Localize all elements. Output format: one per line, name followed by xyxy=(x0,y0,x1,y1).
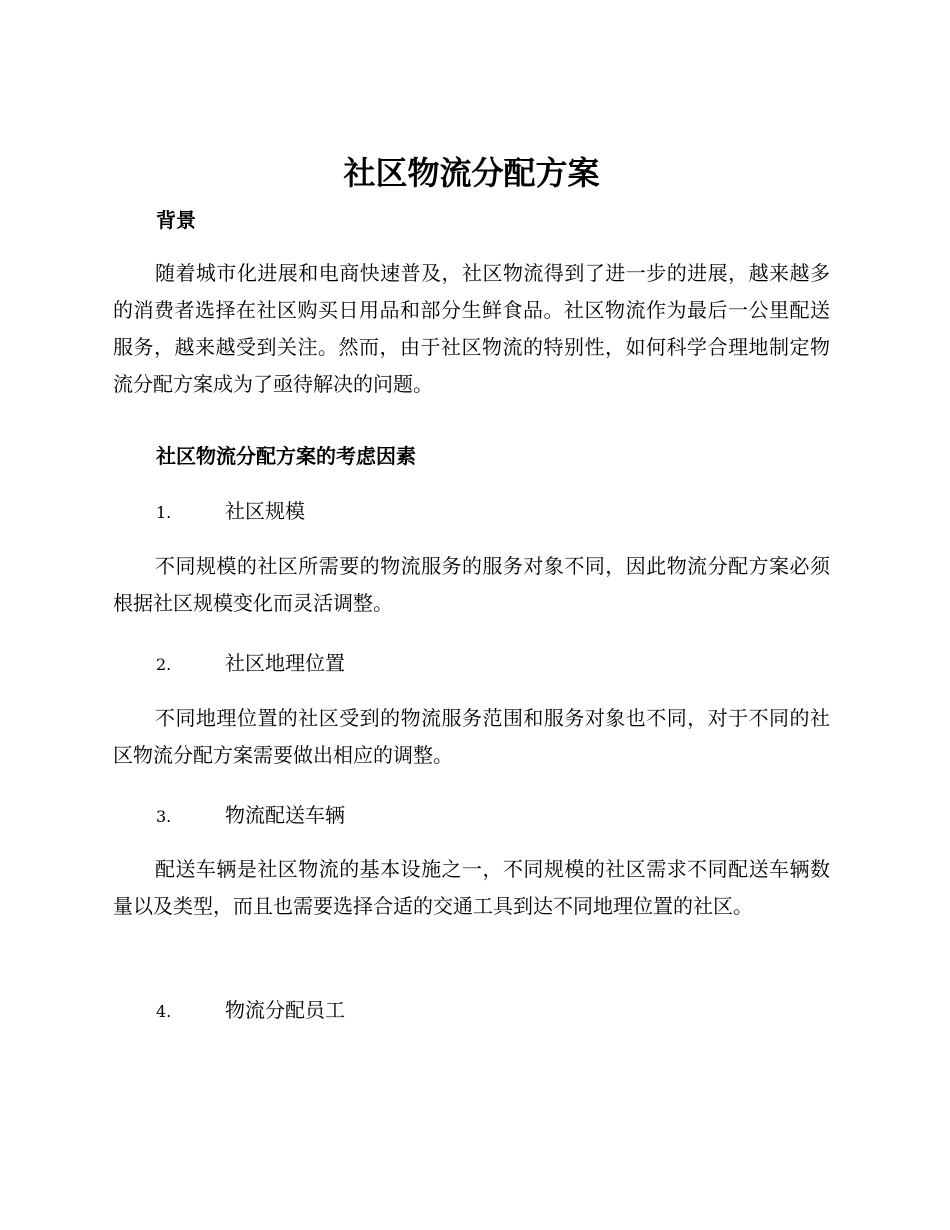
background-heading: 背景 xyxy=(156,208,196,232)
factor-paragraph-2: 不同地理位置的社区受到的物流服务范围和服务对象也不同，对于不同的社区物流分配方案需要做出相应的调整。 xyxy=(113,706,830,767)
list-number: 3. xyxy=(156,807,172,826)
list-label: 物流分配员工 xyxy=(225,998,345,1022)
background-paragraph: 随着城市化进展和电商快速普及，社区物流得到了进一步的进展，越来越多的消费者选择在社区购买日用品和部分生鲜食品。社区物流作为最后一公里配送服务，越来越受到关注。然而，由于社区物流的特别性，如何科学合理地制定物流分配方案成为了亟待解决的问题。 xyxy=(113,261,830,396)
list-number: 2. xyxy=(156,655,172,674)
document-title: 社区物流分配方案 xyxy=(343,154,600,192)
list-item-2 xyxy=(156,645,345,683)
list-item-4 xyxy=(156,992,345,1030)
list-label: 物流配送车辆 xyxy=(225,803,345,827)
list-number: 1. xyxy=(156,503,172,522)
factors-heading: 社区物流分配方案的考虑因素 xyxy=(156,444,416,468)
list-label: 社区规模 xyxy=(225,499,305,523)
list-label: 社区地理位置 xyxy=(225,651,345,675)
list-number: 4. xyxy=(156,1002,172,1021)
factor-paragraph-1: 不同规模的社区所需要的物流服务的服务对象不同，因此物流分配方案必须根据社区规模变化而灵活调整。 xyxy=(113,554,830,615)
list-item-1 xyxy=(156,493,305,531)
factor-paragraph-3: 配送车辆是社区物流的基本设施之一，不同规模的社区需求不同配送车辆数量以及类型，而且也需要选择合适的交通工具到达不同地理位置的社区。 xyxy=(113,857,830,918)
list-item-3 xyxy=(156,797,345,835)
